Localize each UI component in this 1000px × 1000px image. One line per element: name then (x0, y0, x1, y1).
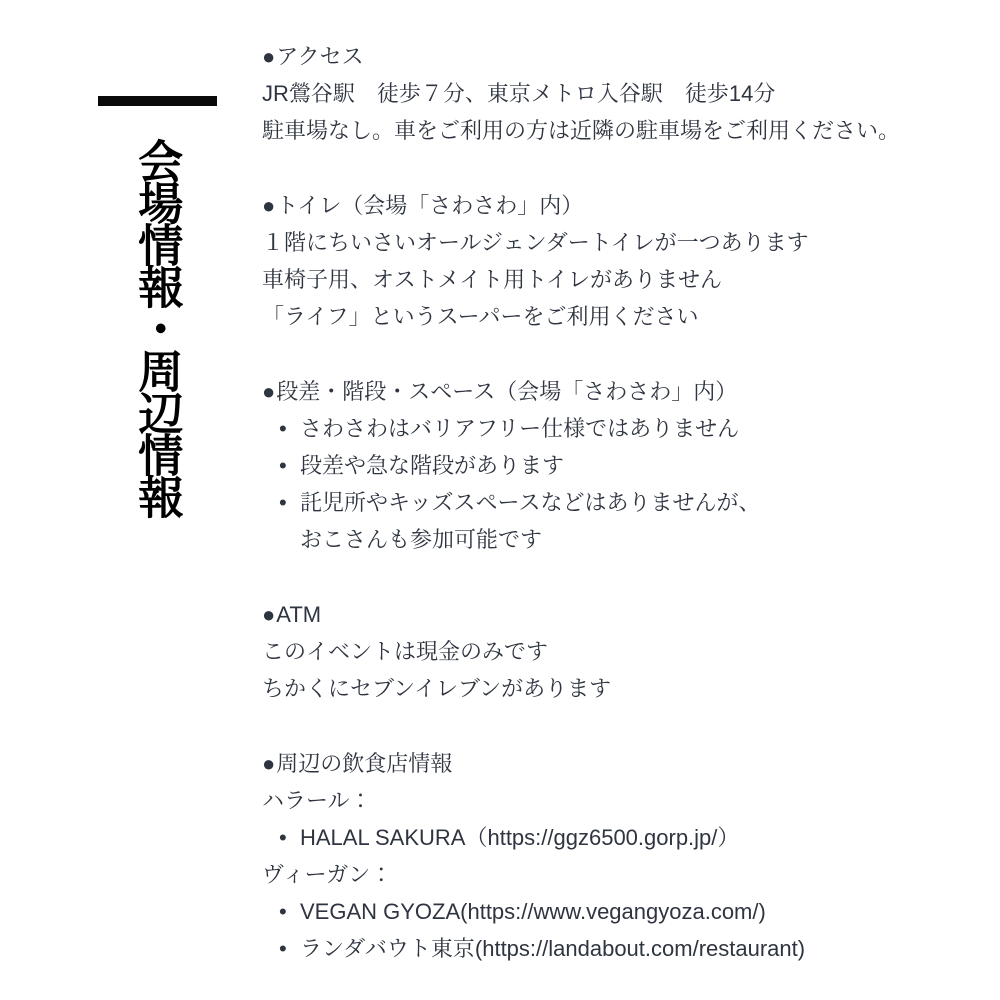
section-heading-label: アクセス (276, 44, 364, 69)
section-heading-label: 周辺の飲食店情報 (276, 751, 453, 776)
section-bullet-icon: ● (262, 379, 276, 404)
section-heading (262, 596, 952, 633)
restaurant-link-text: ランダバウト東京(https://landabout.com/restaurant) (300, 936, 806, 961)
section-bullet-icon: ● (262, 193, 276, 218)
text-line: このイベントは現金のみです (262, 639, 549, 664)
section-heading-label: トイレ（会場「さわさわ」内） (276, 193, 584, 218)
title-rule (98, 96, 217, 106)
list-item (262, 447, 952, 484)
list-bullet-icon: • (279, 490, 287, 515)
text-line: JR鶯谷駅 徒歩７分、東京メトロ入谷駅 徒歩14分 (262, 81, 776, 106)
section-atm (262, 596, 952, 707)
section-restaurants (262, 745, 952, 967)
text-line: ちかくにセブンイレブンがあります (262, 676, 612, 701)
list-bullet-icon: • (279, 453, 287, 478)
section-bullet-icon: ● (262, 602, 276, 627)
section-heading (262, 38, 952, 75)
section-bullet-icon: ● (262, 44, 276, 69)
content-column (262, 38, 952, 1000)
text-line: 「ライフ」というスーパーをご利用ください (262, 304, 699, 329)
text-line: 駐車場なし。車をご利用の方は近隣の駐車場をご利用ください。 (262, 118, 901, 143)
page-title: 会場情報・周辺情報 (131, 138, 183, 516)
list-item (262, 893, 952, 930)
section-heading-label: 段差・階段・スペース（会場「さわさわ」内） (276, 379, 738, 404)
list-item-text: 託児所やキッズスペースなどはありませんが、おこさんも参加可能です (300, 490, 761, 552)
section-heading (262, 745, 952, 782)
list-bullet-icon: • (279, 825, 287, 850)
section-toilet (262, 187, 952, 335)
section-heading (262, 373, 952, 410)
list-item (262, 484, 952, 558)
section-access (262, 38, 952, 149)
text-line: 車椅子用、オストメイト用トイレがありません (262, 267, 723, 292)
list-item (262, 819, 952, 856)
restaurant-link-text: VEGAN GYOZA(https://www.vegangyoza.com/) (300, 899, 766, 924)
section-heading-label: ATM (276, 602, 322, 627)
list-item-text: 段差や急な階段があります (300, 453, 565, 478)
restaurant-link-text: HALAL SAKURA（https://ggz6500.gorp.jp/） (300, 825, 740, 850)
list-bullet-icon: • (279, 416, 287, 441)
list-item (262, 930, 952, 967)
list-bullet-icon: • (279, 936, 287, 961)
group-label-vegan: ヴィーガン： (262, 862, 393, 887)
section-steps-stairs-space (262, 373, 952, 558)
list-item-text: さわさわはバリアフリー仕様ではありません (300, 416, 740, 441)
group-label-halal: ハラール： (262, 788, 372, 813)
list-item (262, 410, 952, 447)
list-bullet-icon: • (279, 899, 287, 924)
section-bullet-icon: ● (262, 751, 276, 776)
text-line: １階にちいさいオールジェンダートイレが一つあります (262, 230, 809, 255)
section-heading (262, 187, 952, 224)
